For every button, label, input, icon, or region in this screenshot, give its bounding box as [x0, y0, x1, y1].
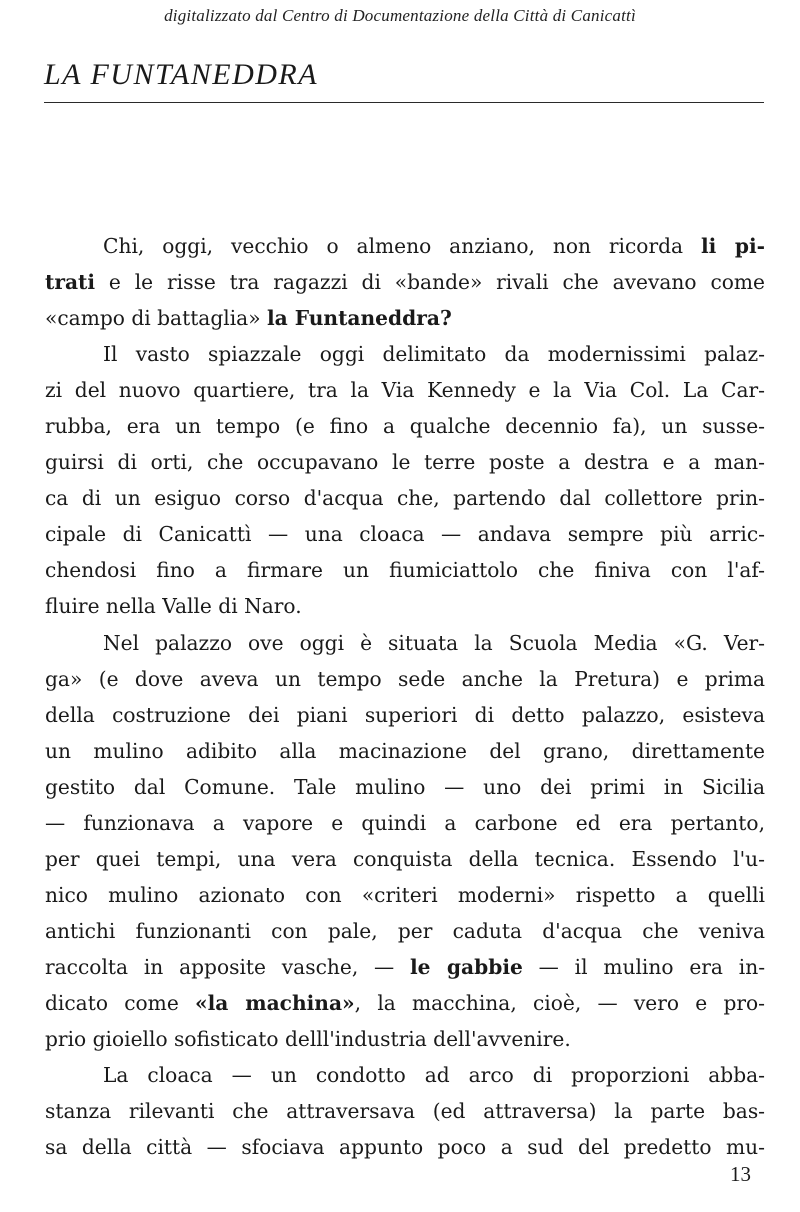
text-line: della costruzione dei piani superiori di detto palazzo, esisteva: [45, 702, 765, 727]
chapter-title: LA FUNTANEDDRA: [44, 58, 319, 91]
digitization-watermark: digitalizzato dal Centro di Documentazione della Città di Canicattì: [164, 6, 636, 25]
text-line: ca di un esiguo corso d'acqua che, partendo dal collettore prin-: [45, 486, 765, 511]
text-line: Il vasto spiazzale oggi delimitato da modernissimi palaz-: [103, 342, 765, 367]
page-number: 13: [730, 1162, 751, 1186]
bold-term: trati: [45, 270, 96, 295]
body-text: [45, 228, 765, 1165]
paragraph: [45, 336, 765, 624]
text-line: ga» (e dove aveva un tempo sede anche la Pretura) e prima: [45, 666, 765, 691]
text-line: Nel palazzo ove oggi è situata la Scuola Media «G. Ver-: [103, 630, 765, 655]
paragraph: [45, 1057, 765, 1165]
text-line: — funzionava a vapore e quindi a carbone ed era pertanto,: [45, 810, 765, 835]
bold-term: la Funtaneddra?: [266, 306, 452, 331]
title-rule: [44, 102, 764, 103]
text-line: sa della città — sfociava appunto poco a sud del predetto mu-: [45, 1135, 765, 1160]
text-line: per quei tempi, una vera conquista della tecnica. Essendo l'u-: [45, 846, 765, 871]
text-line: Chi, oggi, vecchio o almeno anziano, non ricorda li pi-: [103, 234, 766, 258]
bold-term: «la machina»: [195, 990, 355, 1015]
text-line: raccolta in apposite vasche, — le gabbie — il mulino era in-: [45, 954, 766, 979]
text-line: prio gioiello sofisticato delll'industria dell'avvenire.: [45, 1027, 571, 1052]
bold-term: li pi-: [700, 234, 766, 258]
text-line: antichi funzionanti con pale, per caduta d'acqua che veniva: [45, 918, 765, 943]
text-line: rubba, era un tempo (e fino a qualche decennio fa), un susse-: [45, 414, 765, 439]
text-line: guirsi di orti, che occupavano le terre poste a destra e a man-: [45, 450, 765, 475]
text-line: trati e le risse tra ragazzi di «bande» rivali che avevano come: [45, 270, 765, 295]
text-line: zi del nuovo quartiere, tra la Via Kennedy e la Via Col. La Car-: [45, 378, 765, 403]
text-line: La cloaca — un condotto ad arco di proporzioni abba-: [103, 1063, 765, 1088]
text-line: gestito dal Comune. Tale mulino — uno dei primi in Sicilia: [45, 774, 765, 799]
text-line: un mulino adibito alla macinazione del grano, direttamente: [45, 738, 765, 763]
bold-term: le gabbie: [410, 954, 523, 979]
text-line: fluire nella Valle di Naro.: [45, 594, 302, 619]
text-line: «campo di battaglia» la Funtaneddra?: [45, 306, 452, 331]
text-line: stanza rilevanti che attraversava (ed attraversa) la parte bas-: [45, 1099, 765, 1124]
text-line: nico mulino azionato con «criteri moderni» rispetto a quelli: [45, 882, 765, 907]
text-line: dicato come «la machina», la macchina, cioè, — vero e pro-: [45, 990, 765, 1015]
paragraph: [45, 625, 765, 1058]
paragraph: [45, 228, 765, 336]
text-line: cipale di Canicattì — una cloaca — andava sempre più arric-: [45, 522, 765, 547]
text-line: chendosi fino a firmare un fiumiciattolo che finiva con l'af-: [45, 558, 765, 583]
